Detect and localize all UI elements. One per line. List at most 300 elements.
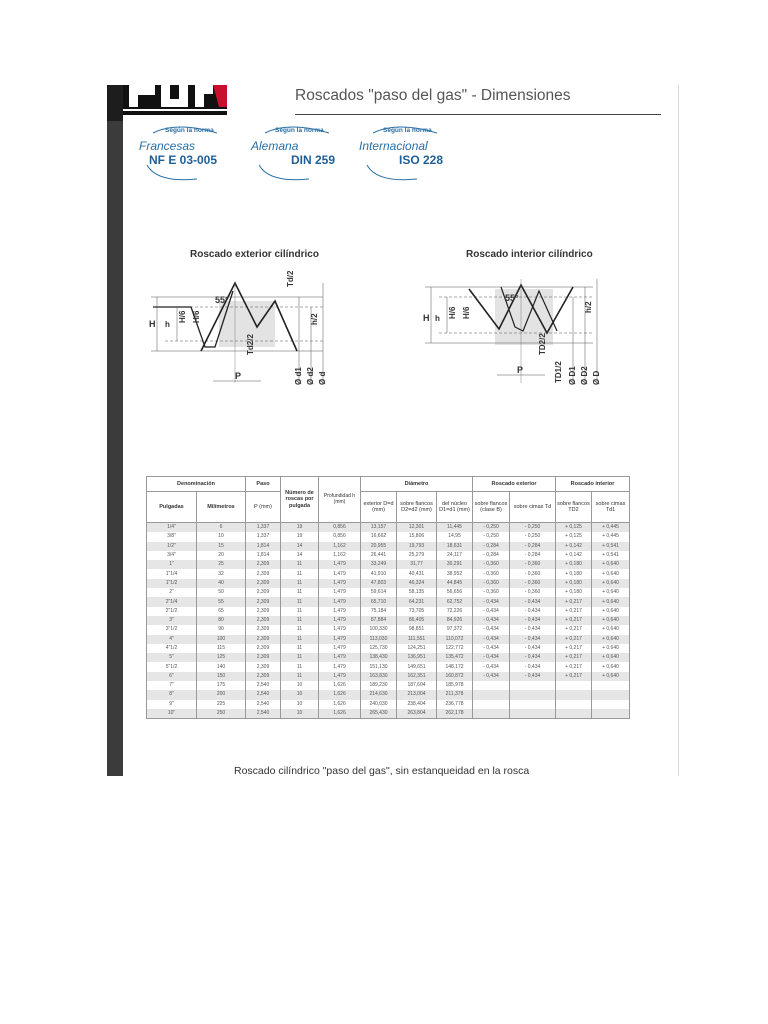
- interior-diagram-title: Roscado interior cilíndrico: [466, 249, 593, 260]
- table-cell: - 0,434: [510, 625, 556, 634]
- table-cell: 125: [197, 653, 246, 662]
- header-roscas: Número de roscas por pulgada: [281, 477, 319, 523]
- table-cell: 47,803: [361, 579, 397, 588]
- table-cell: - 0,360: [473, 579, 510, 588]
- table-cell: 1": [147, 560, 197, 569]
- table-cell: 62,752: [437, 597, 473, 606]
- table-cell: + 0,217: [556, 653, 592, 662]
- badge-standard: DIN 259: [291, 153, 336, 167]
- table-cell: 1,479: [319, 644, 361, 653]
- table-cell: - 0,434: [510, 635, 556, 644]
- table-cell: 5": [147, 653, 197, 662]
- table-cell: - 0,434: [473, 597, 510, 606]
- table-cell: 225: [197, 700, 246, 709]
- table-cell: + 0,180: [556, 579, 592, 588]
- table-cell: 1,479: [319, 560, 361, 569]
- table-cell: 2,309: [246, 569, 281, 578]
- table-cell: 6: [197, 523, 246, 533]
- table-cell: - 0,434: [473, 616, 510, 625]
- table-cell: 163,830: [361, 672, 397, 681]
- page-title: Roscados "paso del gas" - Dimensiones: [295, 87, 571, 104]
- table-cell: 19,793: [397, 542, 437, 551]
- table-cell: - 0,434: [473, 625, 510, 634]
- table-cell: + 0,640: [592, 588, 630, 597]
- badge-country: Internacional: [359, 139, 428, 153]
- table-cell: - 0,360: [510, 560, 556, 569]
- table-cell: 1,479: [319, 616, 361, 625]
- table-cell: 110,072: [437, 635, 473, 644]
- label-Td2: Td2/2: [246, 334, 255, 355]
- table-cell: 20,955: [361, 542, 397, 551]
- table-cell: - 0,434: [510, 644, 556, 653]
- table-cell: [473, 709, 510, 719]
- standard-badge-nf: [137, 123, 247, 187]
- table-body: [147, 523, 630, 719]
- table-cell: 2"1/2: [147, 607, 197, 616]
- table-cell: 16,662: [361, 532, 397, 541]
- standard-badge-iso: [357, 123, 467, 187]
- table-cell: + 0,640: [592, 569, 630, 578]
- table-cell: - 0,434: [510, 616, 556, 625]
- table-cell: - 0,360: [473, 588, 510, 597]
- label-P: P: [235, 371, 242, 381]
- table-cell: 33,249: [361, 560, 397, 569]
- label-h: h: [435, 314, 440, 323]
- label-TD2: TD2/2: [538, 333, 547, 355]
- table-cell: 125,730: [361, 644, 397, 653]
- table-cell: 13,157: [361, 523, 397, 533]
- table-cell: 11: [281, 644, 319, 653]
- table-cell: 11: [281, 607, 319, 616]
- table-cell: 2,540: [246, 690, 281, 699]
- table-cell: 2,540: [246, 700, 281, 709]
- table-cell: + 0,217: [556, 662, 592, 671]
- table-cell: 58,135: [397, 588, 437, 597]
- label-h: h: [165, 320, 170, 329]
- table-cell: 265,430: [361, 709, 397, 719]
- table-cell: - 0,284: [510, 542, 556, 551]
- table-cell: [473, 700, 510, 709]
- table-row: [147, 523, 630, 533]
- table-cell: 151,130: [361, 662, 397, 671]
- table-cell: 11,445: [437, 523, 473, 533]
- table-cell: + 0,142: [556, 542, 592, 551]
- table-cell: 10": [147, 709, 197, 719]
- table-cell: 185,978: [437, 681, 473, 690]
- table-cell: - 0,284: [473, 551, 510, 560]
- table-cell: 214,630: [361, 690, 397, 699]
- table-cell: 14,95: [437, 532, 473, 541]
- table-cell: 11: [281, 662, 319, 671]
- table-cell: - 0,434: [510, 607, 556, 616]
- table-cell: 3/8": [147, 532, 197, 541]
- table-cell: 238,404: [397, 700, 437, 709]
- table-cell: + 0,640: [592, 625, 630, 634]
- table-cell: 115: [197, 644, 246, 653]
- table-cell: 11: [281, 597, 319, 606]
- table-row: [147, 597, 630, 606]
- table-cell: + 0,125: [556, 523, 592, 533]
- table-row: [147, 551, 630, 560]
- header-ext-cimas: sobre cimas Td: [510, 492, 556, 523]
- table-cell: [556, 700, 592, 709]
- table-cell: 19: [281, 532, 319, 541]
- table-cell: 6": [147, 672, 197, 681]
- table-cell: - 0,434: [473, 662, 510, 671]
- badge-top-text: Según la norma: [275, 127, 324, 134]
- table-cell: 10: [281, 681, 319, 690]
- standard-badge-din: [249, 123, 359, 187]
- table-cell: 8": [147, 690, 197, 699]
- label-P: P: [517, 365, 524, 375]
- table-cell: 1,814: [246, 542, 281, 551]
- table-cell: [510, 690, 556, 699]
- label-angle: 55°: [215, 295, 229, 305]
- table-cell: + 0,445: [592, 532, 630, 541]
- table-cell: - 0,250: [473, 523, 510, 533]
- title-underline: [295, 114, 661, 115]
- table-cell: 50: [197, 588, 246, 597]
- table-cell: 18,631: [437, 542, 473, 551]
- table-cell: 2,540: [246, 681, 281, 690]
- header-diametro: Diámetro: [361, 477, 473, 492]
- table-cell: 135,472: [437, 653, 473, 662]
- label-D2: Ø D2: [580, 366, 589, 385]
- table-row: [147, 644, 630, 653]
- badge-standard: ISO 228: [399, 153, 444, 167]
- table-cell: 2,309: [246, 653, 281, 662]
- table-cell: 25,279: [397, 551, 437, 560]
- table-cell: + 0,640: [592, 644, 630, 653]
- table-cell: 11: [281, 588, 319, 597]
- table-cell: 40,431: [397, 569, 437, 578]
- table-cell: 55: [197, 597, 246, 606]
- table-cell: 30,291: [437, 560, 473, 569]
- table-cell: 3"1/2: [147, 625, 197, 634]
- table-row: [147, 588, 630, 597]
- table-cell: 2,309: [246, 560, 281, 569]
- table-row: [147, 532, 630, 541]
- table-cell: 11: [281, 560, 319, 569]
- table-cell: 38,952: [437, 569, 473, 578]
- table-cell: 7": [147, 681, 197, 690]
- table-cell: 1,626: [319, 709, 361, 719]
- label-d: Ø d: [318, 371, 327, 385]
- table-cell: 1,479: [319, 607, 361, 616]
- header-roscado-interior: Roscado interior: [556, 477, 630, 492]
- table-cell: + 0,640: [592, 607, 630, 616]
- header-paso-mm: P (mm): [246, 492, 281, 523]
- table-cell: - 0,434: [510, 662, 556, 671]
- table-cell: 240,030: [361, 700, 397, 709]
- table-cell: - 0,250: [510, 523, 556, 533]
- table-cell: 32: [197, 569, 246, 578]
- table-cell: 10: [197, 532, 246, 541]
- dimensions-table: [146, 476, 630, 719]
- table-cell: 2,309: [246, 644, 281, 653]
- table-cell: 1/4": [147, 523, 197, 533]
- table-cell: 73,705: [397, 607, 437, 616]
- table-cell: 3": [147, 616, 197, 625]
- table-cell: - 0,434: [473, 653, 510, 662]
- table-cell: - 0,360: [510, 569, 556, 578]
- table-cell: 162,351: [397, 672, 437, 681]
- table-cell: 3/4": [147, 551, 197, 560]
- table-cell: 2": [147, 588, 197, 597]
- table-cell: 1,479: [319, 569, 361, 578]
- table-cell: 75,184: [361, 607, 397, 616]
- table-cell: 56,656: [437, 588, 473, 597]
- badge-top-text: Según la norma: [383, 127, 432, 134]
- table-cell: 2,540: [246, 709, 281, 719]
- table-cell: 100: [197, 635, 246, 644]
- table-cell: 65,710: [361, 597, 397, 606]
- header-paso: Paso: [246, 477, 281, 492]
- table-cell: 97,372: [437, 625, 473, 634]
- table-cell: 1,626: [319, 700, 361, 709]
- table-cell: 1,479: [319, 579, 361, 588]
- table-cell: [556, 681, 592, 690]
- table-cell: 1,479: [319, 635, 361, 644]
- table-cell: + 0,541: [592, 551, 630, 560]
- table-cell: + 0,640: [592, 597, 630, 606]
- header-denominacion: Denominación: [147, 477, 246, 492]
- table-cell: [473, 690, 510, 699]
- table-cell: + 0,180: [556, 560, 592, 569]
- label-d1: Ø d1: [294, 367, 303, 385]
- table-cell: + 0,640: [592, 653, 630, 662]
- badge-country: Alemana: [251, 139, 299, 153]
- table-row: [147, 681, 630, 690]
- label-angle: 55°: [505, 293, 519, 303]
- table-row: [147, 635, 630, 644]
- table-cell: 2,309: [246, 635, 281, 644]
- exterior-diagram-title: Roscado exterior cilíndrico: [190, 249, 319, 260]
- header-profundidad: Profundidad h (mm): [319, 477, 361, 523]
- table-cell: 1"1/4: [147, 569, 197, 578]
- table-row: [147, 709, 630, 719]
- header-d-exterior: exterior D=d (mm): [361, 492, 397, 523]
- table-cell: 25: [197, 560, 246, 569]
- table-cell: + 0,640: [592, 579, 630, 588]
- table-cell: 113,030: [361, 635, 397, 644]
- table-cell: 111,551: [397, 635, 437, 644]
- table-cell: - 0,284: [510, 551, 556, 560]
- table-row: [147, 662, 630, 671]
- table-cell: [510, 700, 556, 709]
- table-cell: - 0,434: [510, 672, 556, 681]
- table-cell: 149,651: [397, 662, 437, 671]
- table-cell: 19: [281, 523, 319, 533]
- table-cell: 1,479: [319, 588, 361, 597]
- table-row: [147, 579, 630, 588]
- table-cell: 0,856: [319, 532, 361, 541]
- table-cell: [592, 681, 630, 690]
- table-cell: 80: [197, 616, 246, 625]
- document-page: [107, 85, 680, 776]
- page-sidebar: [107, 85, 123, 776]
- table-cell: 213,004: [397, 690, 437, 699]
- table-cell: 15: [197, 542, 246, 551]
- table-row: [147, 560, 630, 569]
- table-cell: 11: [281, 616, 319, 625]
- header-milimetros: Milímetros: [197, 492, 246, 523]
- header-pulgadas: Pulgadas: [147, 492, 197, 523]
- table-cell: 26,441: [361, 551, 397, 560]
- table-cell: - 0,250: [510, 532, 556, 541]
- label-H6-a: H/6: [448, 306, 457, 319]
- table-cell: 138,430: [361, 653, 397, 662]
- table-cell: + 0,217: [556, 625, 592, 634]
- exterior-thread-diagram: [143, 271, 383, 391]
- table-cell: - 0,360: [510, 588, 556, 597]
- table-cell: 0,856: [319, 523, 361, 533]
- table-cell: 41,910: [361, 569, 397, 578]
- table-cell: + 0,180: [556, 569, 592, 578]
- table-cell: + 0,640: [592, 560, 630, 569]
- table-cell: 2,309: [246, 579, 281, 588]
- table-cell: 44,845: [437, 579, 473, 588]
- table-cell: - 0,360: [473, 560, 510, 569]
- table-cell: + 0,142: [556, 551, 592, 560]
- table-cell: 10: [281, 690, 319, 699]
- table-cell: 87,884: [361, 616, 397, 625]
- table-cell: [556, 709, 592, 719]
- badge-top-text: Según la norma: [165, 127, 214, 134]
- table-cell: 12,301: [397, 523, 437, 533]
- table-cell: 46,324: [397, 579, 437, 588]
- table-cell: 2,309: [246, 672, 281, 681]
- badge-standard: NF E 03-005: [149, 153, 218, 167]
- table-cell: + 0,445: [592, 523, 630, 533]
- table-cell: 1,337: [246, 532, 281, 541]
- table-cell: 2,309: [246, 616, 281, 625]
- table-cell: 140: [197, 662, 246, 671]
- table-cell: 59,614: [361, 588, 397, 597]
- table-cell: 250: [197, 709, 246, 719]
- table-cell: 15,806: [397, 532, 437, 541]
- table-cell: 1/2": [147, 542, 197, 551]
- table-cell: 2"1/4: [147, 597, 197, 606]
- table-cell: 122,772: [437, 644, 473, 653]
- label-h2: h/2: [310, 313, 319, 325]
- table-cell: 11: [281, 635, 319, 644]
- table-cell: 40: [197, 579, 246, 588]
- table-cell: + 0,640: [592, 672, 630, 681]
- table-cell: 1,162: [319, 542, 361, 551]
- table-cell: 1,626: [319, 690, 361, 699]
- table-cell: 11: [281, 579, 319, 588]
- label-Td: Td/2: [286, 271, 295, 287]
- header-roscado-exterior: Roscado exterior: [473, 477, 556, 492]
- table-cell: + 0,180: [556, 588, 592, 597]
- table-cell: 1,479: [319, 653, 361, 662]
- table-cell: - 0,434: [510, 597, 556, 606]
- table-cell: 64,231: [397, 597, 437, 606]
- label-h2: h/2: [584, 301, 593, 313]
- table-cell: + 0,217: [556, 635, 592, 644]
- table-cell: 14: [281, 551, 319, 560]
- table-cell: 9": [147, 700, 197, 709]
- table-cell: 1,479: [319, 662, 361, 671]
- label-H: H: [149, 319, 156, 329]
- interior-thread-diagram: [417, 271, 657, 391]
- table-cell: 211,378: [437, 690, 473, 699]
- label-H: H: [423, 313, 430, 323]
- header-d-nucleo: del núcleo D1=d1 (mm): [437, 492, 473, 523]
- table-cell: 148,172: [437, 662, 473, 671]
- table-caption: Roscado cilíndrico "paso del gas", sin estanqueidad en la rosca: [234, 765, 530, 776]
- table-cell: 175: [197, 681, 246, 690]
- table-cell: 11: [281, 569, 319, 578]
- table-row: [147, 653, 630, 662]
- table-cell: 2,309: [246, 625, 281, 634]
- table-cell: 84,926: [437, 616, 473, 625]
- table-cell: + 0,541: [592, 542, 630, 551]
- table-cell: 187,604: [397, 681, 437, 690]
- table-cell: + 0,640: [592, 635, 630, 644]
- table-cell: 24,117: [437, 551, 473, 560]
- table-row: [147, 607, 630, 616]
- table-cell: 98,851: [397, 625, 437, 634]
- table-cell: 1,626: [319, 681, 361, 690]
- table-cell: - 0,250: [473, 532, 510, 541]
- table-cell: 262,178: [437, 709, 473, 719]
- table-cell: + 0,217: [556, 672, 592, 681]
- table-cell: [592, 709, 630, 719]
- table-cell: 1,814: [246, 551, 281, 560]
- table-cell: 150: [197, 672, 246, 681]
- table-cell: [592, 690, 630, 699]
- table-cell: 124,251: [397, 644, 437, 653]
- table-cell: 31,77: [397, 560, 437, 569]
- brand-logo: [123, 85, 227, 115]
- table-cell: 2,309: [246, 662, 281, 671]
- label-H6-a: H/6: [178, 310, 187, 323]
- table-cell: 189,230: [361, 681, 397, 690]
- table-cell: + 0,640: [592, 662, 630, 671]
- table-cell: 5"1/2: [147, 662, 197, 671]
- table-cell: 11: [281, 653, 319, 662]
- table-cell: 160,872: [437, 672, 473, 681]
- table-row: [147, 569, 630, 578]
- label-H6-b: H/6: [462, 306, 471, 319]
- table-cell: [556, 690, 592, 699]
- table-cell: + 0,217: [556, 616, 592, 625]
- table-cell: + 0,217: [556, 644, 592, 653]
- table-cell: - 0,434: [473, 607, 510, 616]
- header-d-flancos: sobre flancos D2=d2 (mm): [397, 492, 437, 523]
- table-cell: 263,804: [397, 709, 437, 719]
- table-cell: - 0,434: [473, 672, 510, 681]
- sidebar-header-block: [107, 85, 123, 121]
- table-cell: 10: [281, 709, 319, 719]
- table-cell: [510, 681, 556, 690]
- table-cell: - 0,434: [510, 653, 556, 662]
- table-row: [147, 625, 630, 634]
- table-cell: + 0,640: [592, 616, 630, 625]
- table-cell: 72,226: [437, 607, 473, 616]
- table-cell: 2,309: [246, 588, 281, 597]
- table-cell: 1,162: [319, 551, 361, 560]
- table-row: [147, 542, 630, 551]
- table-row: [147, 700, 630, 709]
- table-cell: 1,479: [319, 597, 361, 606]
- table-cell: 1,337: [246, 523, 281, 533]
- table-cell: 1,479: [319, 672, 361, 681]
- table-cell: - 0,434: [473, 635, 510, 644]
- table-cell: 11: [281, 625, 319, 634]
